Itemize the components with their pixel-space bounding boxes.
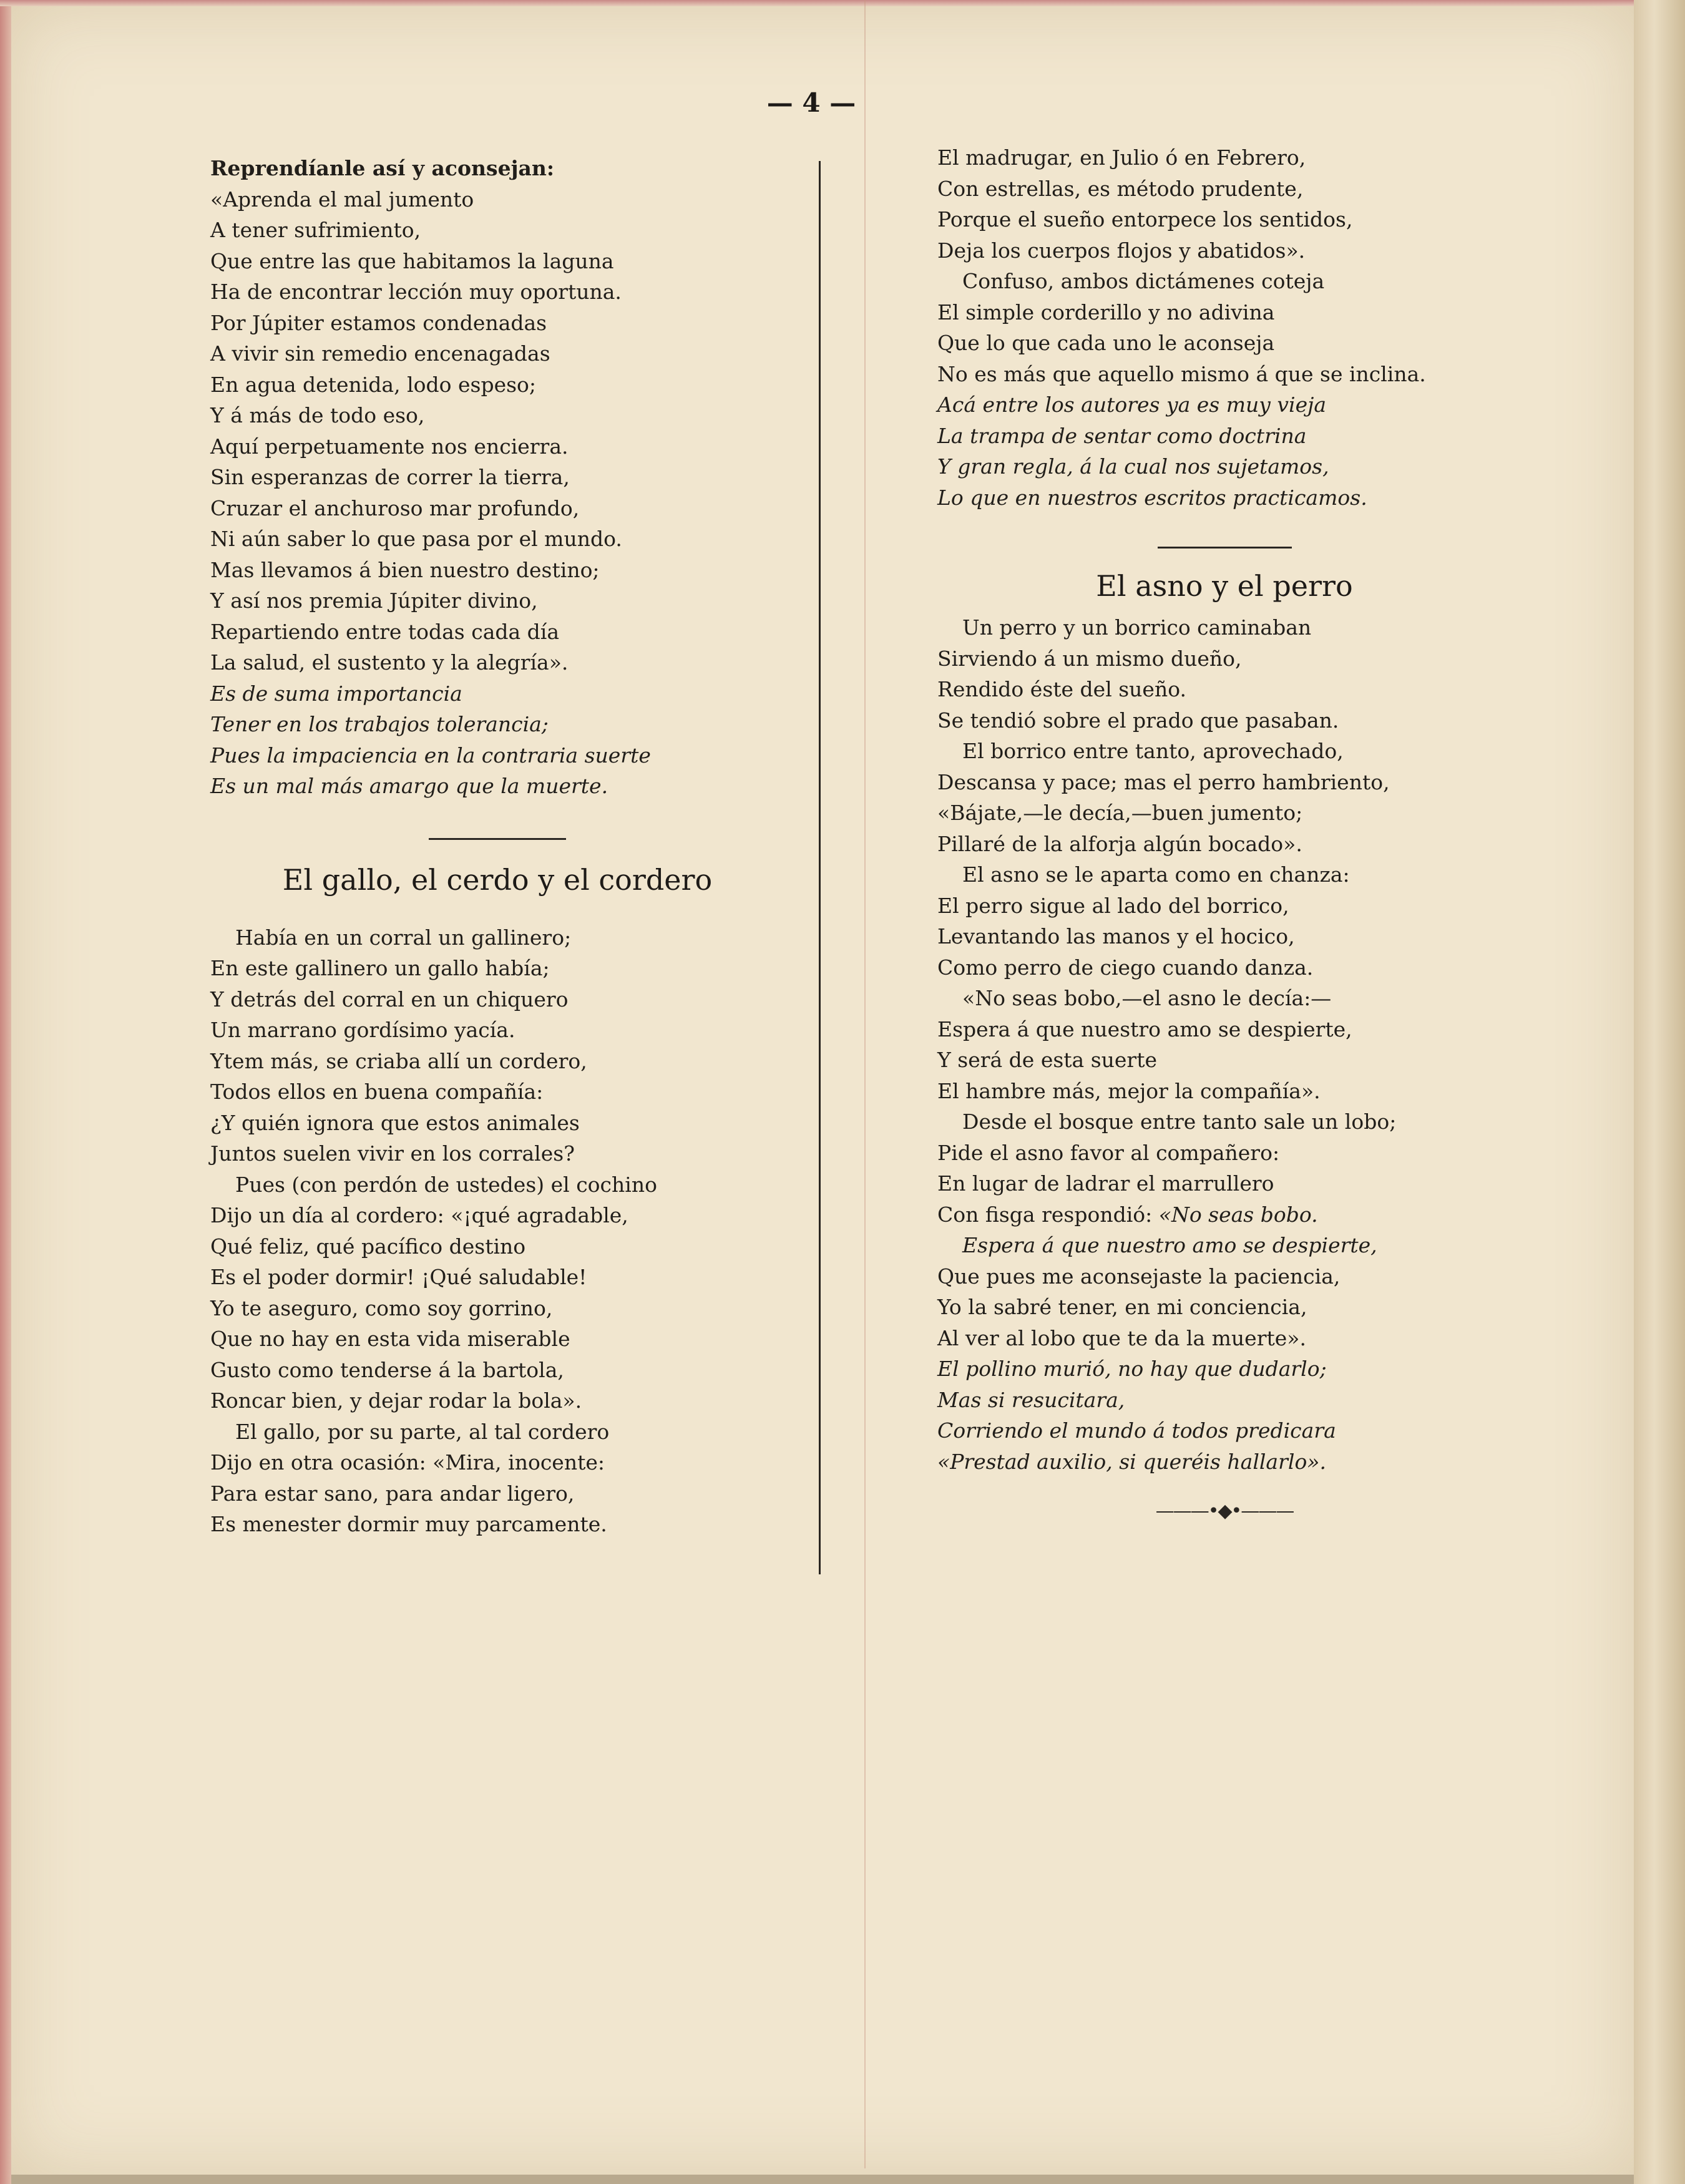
poem-line: «Bájate,—le decía,—buen jumento; <box>937 801 1303 825</box>
poem-line: Que lo que cada uno le aconseja <box>937 331 1275 355</box>
poem-line: El gallo, por su parte, al tal cordero <box>235 1419 610 1444</box>
poem-line: Juntos suelen vivir en los corrales? <box>210 1141 575 1166</box>
poem-line: La salud, el sustento y la alegría». <box>210 650 569 675</box>
poem-line: Cruzar el anchuroso mar profundo, <box>210 495 580 520</box>
moral-line: El pollino murió, no hay que dudarlo; <box>937 1357 1327 1381</box>
left-column <box>210 153 784 1540</box>
moral-line: Lo que en nuestros escritos practicamos. <box>937 485 1367 510</box>
moral-line: Es un mal más amargo que la muerte. <box>210 774 608 798</box>
third-poem <box>937 612 1512 1353</box>
poem-line: Para estar sano, para andar ligero, <box>210 1481 575 1506</box>
poem-line: Con estrellas, es método prudente, <box>937 176 1304 201</box>
poem-line: Es el poder dormir! ¡Qué saludable! <box>210 1265 587 1289</box>
section-rule <box>1158 547 1292 548</box>
first-moral <box>210 678 784 802</box>
poem-line: En agua detenida, lodo espeso; <box>210 372 537 397</box>
poem-line: Yo te aseguro, como soy gorrino, <box>210 1295 553 1320</box>
poem-line: Que entre las que habitamos la laguna <box>210 248 614 273</box>
page-edge-right <box>1634 0 1685 2184</box>
section-rule <box>429 838 566 840</box>
poem-line: Reprendíanle así y aconsejan: <box>210 156 555 180</box>
fold-line <box>864 0 866 2168</box>
poem-line: Levantando las manos y el hocico, <box>937 924 1295 948</box>
poem-line: Es menester dormir muy parcamente. <box>210 1512 607 1536</box>
poem-line: Rendido éste del sueño. <box>937 677 1186 701</box>
poem-line: El asno se le aparta como en chanza: <box>962 862 1350 887</box>
poem-line: En lugar de ladrar el marrullero <box>937 1171 1274 1196</box>
poem-line: Que pues me aconsejaste la paciencia, <box>937 1264 1341 1289</box>
poem-line: Como perro de ciego cuando danza. <box>937 955 1314 980</box>
poem-line: Sirviendo á un mismo dueño, <box>937 646 1242 671</box>
poem-line: Y detrás del corral en un chiquero <box>210 987 569 1012</box>
poem-line: Ha de encontrar lección muy oportuna. <box>210 280 622 304</box>
poem-line: Espera á que nuestro amo se despierte, <box>937 1016 1352 1041</box>
poem-line: Qué feliz, qué pacífico destino <box>210 1234 526 1259</box>
poem-line: En este gallinero un gallo había; <box>210 956 550 980</box>
poem-line: Desde el bosque entre tanto sale un lobo; <box>962 1109 1397 1134</box>
poem-line: Ytem más, se criaba allí un cordero, <box>210 1048 587 1073</box>
poem-line-part: Con fisga respondió: <box>937 1202 1153 1227</box>
right-column <box>937 142 1512 1527</box>
poem-line: El borrico entre tanto, aprovechado, <box>962 739 1344 763</box>
poem-line: Roncar bien, y dejar rodar la bola». <box>210 1388 582 1413</box>
column-divider <box>819 161 821 1574</box>
poem-line: Repartiendo entre todas cada día <box>210 619 560 644</box>
moral-line: Es de suma importancia <box>210 681 462 706</box>
second-moral <box>937 389 1512 513</box>
poem-line: «Aprenda el mal jumento <box>210 187 474 212</box>
third-moral <box>937 1353 1512 1477</box>
poem-line: Se tendió sobre el prado que pasaban. <box>937 708 1339 733</box>
moral-line: Y gran regla, á la cual nos sujetamos, <box>937 454 1329 479</box>
poem-line: Sin esperanzas de correr la tierra, <box>210 465 570 489</box>
poem-line: Y á más de todo eso, <box>210 403 425 427</box>
poem-line: Ni aún saber lo que pasa por el mundo. <box>210 527 622 551</box>
poem-line: ¿Y quién ignora que estos animales <box>210 1110 580 1135</box>
moral-line: Pues la impaciencia en la contraria suerte <box>210 743 651 768</box>
poem-line: A tener sufrimiento, <box>210 218 421 242</box>
moral-line: Acá entre los autores ya es muy vieja <box>937 392 1327 417</box>
continued-poem <box>937 142 1512 389</box>
poem-line: Un marrano gordísimo yacía. <box>210 1018 515 1042</box>
moral-line: «Prestad auxilio, si queréis hallarlo». <box>937 1449 1326 1474</box>
moral-line: Tener en los trabajos tolerancia; <box>210 712 549 736</box>
section-title: El asno y el perro <box>1096 569 1353 603</box>
poem-line: Pillaré de la alforja algún bocado». <box>937 831 1302 856</box>
poem-line: Mas llevamos á bien nuestro destino; <box>210 557 600 582</box>
moral-line: La trampa de sentar como doctrina <box>937 423 1307 448</box>
poem-line: Porque el sueño entorpece los sentidos, <box>937 207 1353 232</box>
poem-line: Un perro y un borrico caminaban <box>962 615 1312 640</box>
poem-line: Aquí perpetuamente nos encierra. <box>210 434 569 459</box>
poem-line: Que no hay en esta vida miserable <box>210 1327 570 1351</box>
page-edge-left <box>0 0 11 2184</box>
poem-line: Al ver al lobo que te da la muerte». <box>937 1325 1306 1350</box>
poem-line: Y así nos premia Júpiter divino, <box>210 588 538 613</box>
page-number: — 4 — <box>766 87 856 118</box>
poem-line: El madrugar, en Julio ó en Febrero, <box>937 145 1306 170</box>
end-ornament: ———•◆•——— <box>1155 1500 1294 1522</box>
poem-line: Y será de esta suerte <box>937 1048 1157 1072</box>
poem-line: Gusto como tenderse á la bartola, <box>210 1357 564 1382</box>
moral-line: Corriendo el mundo á todos predicara <box>937 1418 1336 1443</box>
first-poem <box>210 153 784 678</box>
poem-line: El perro sigue al lado del borrico, <box>937 893 1289 918</box>
moral-line: Mas si resucitara, <box>937 1387 1125 1412</box>
second-poem <box>210 922 784 1540</box>
poem-line: Yo la sabré tener, en mi conciencia, <box>937 1295 1307 1319</box>
poem-line: Todos ellos en buena compañía: <box>210 1080 544 1104</box>
poem-line: Había en un corral un gallinero; <box>235 925 572 950</box>
poem-line: Por Júpiter estamos condenadas <box>210 310 547 335</box>
poem-line: Pues (con perdón de ustedes) el cochino <box>235 1172 657 1197</box>
poem-line: Espera á que nuestro amo se despierte, <box>962 1233 1377 1257</box>
poem-line: El hambre más, mejor la compañía». <box>937 1078 1321 1103</box>
poem-line-part: «No seas bobo. <box>1158 1202 1318 1227</box>
poem-line: Dijo un día al cordero: «¡qué agradable, <box>210 1203 628 1227</box>
poem-line: Pide el asno favor al compañero: <box>937 1140 1280 1165</box>
poem-line <box>937 1199 1512 1231</box>
poem-line: «No seas bobo,—el asno le decía:— <box>962 986 1332 1010</box>
page-edge-top <box>0 0 1685 6</box>
poem-line: Descansa y pace; mas el perro hambriento, <box>937 769 1390 794</box>
poem-line: Confuso, ambos dictámenes coteja <box>962 269 1325 293</box>
section-title: El gallo, el cerdo y el cordero <box>282 862 713 897</box>
poem-line: Deja los cuerpos flojos y abatidos». <box>937 238 1306 263</box>
poem-line: A vivir sin remedio encenagadas <box>210 341 550 366</box>
poem-line: No es más que aquello mismo á que se inclina. <box>937 361 1426 386</box>
poem-line: El simple corderillo y no adivina <box>937 300 1275 324</box>
poem-line: Dijo en otra ocasión: «Mira, inocente: <box>210 1450 605 1475</box>
